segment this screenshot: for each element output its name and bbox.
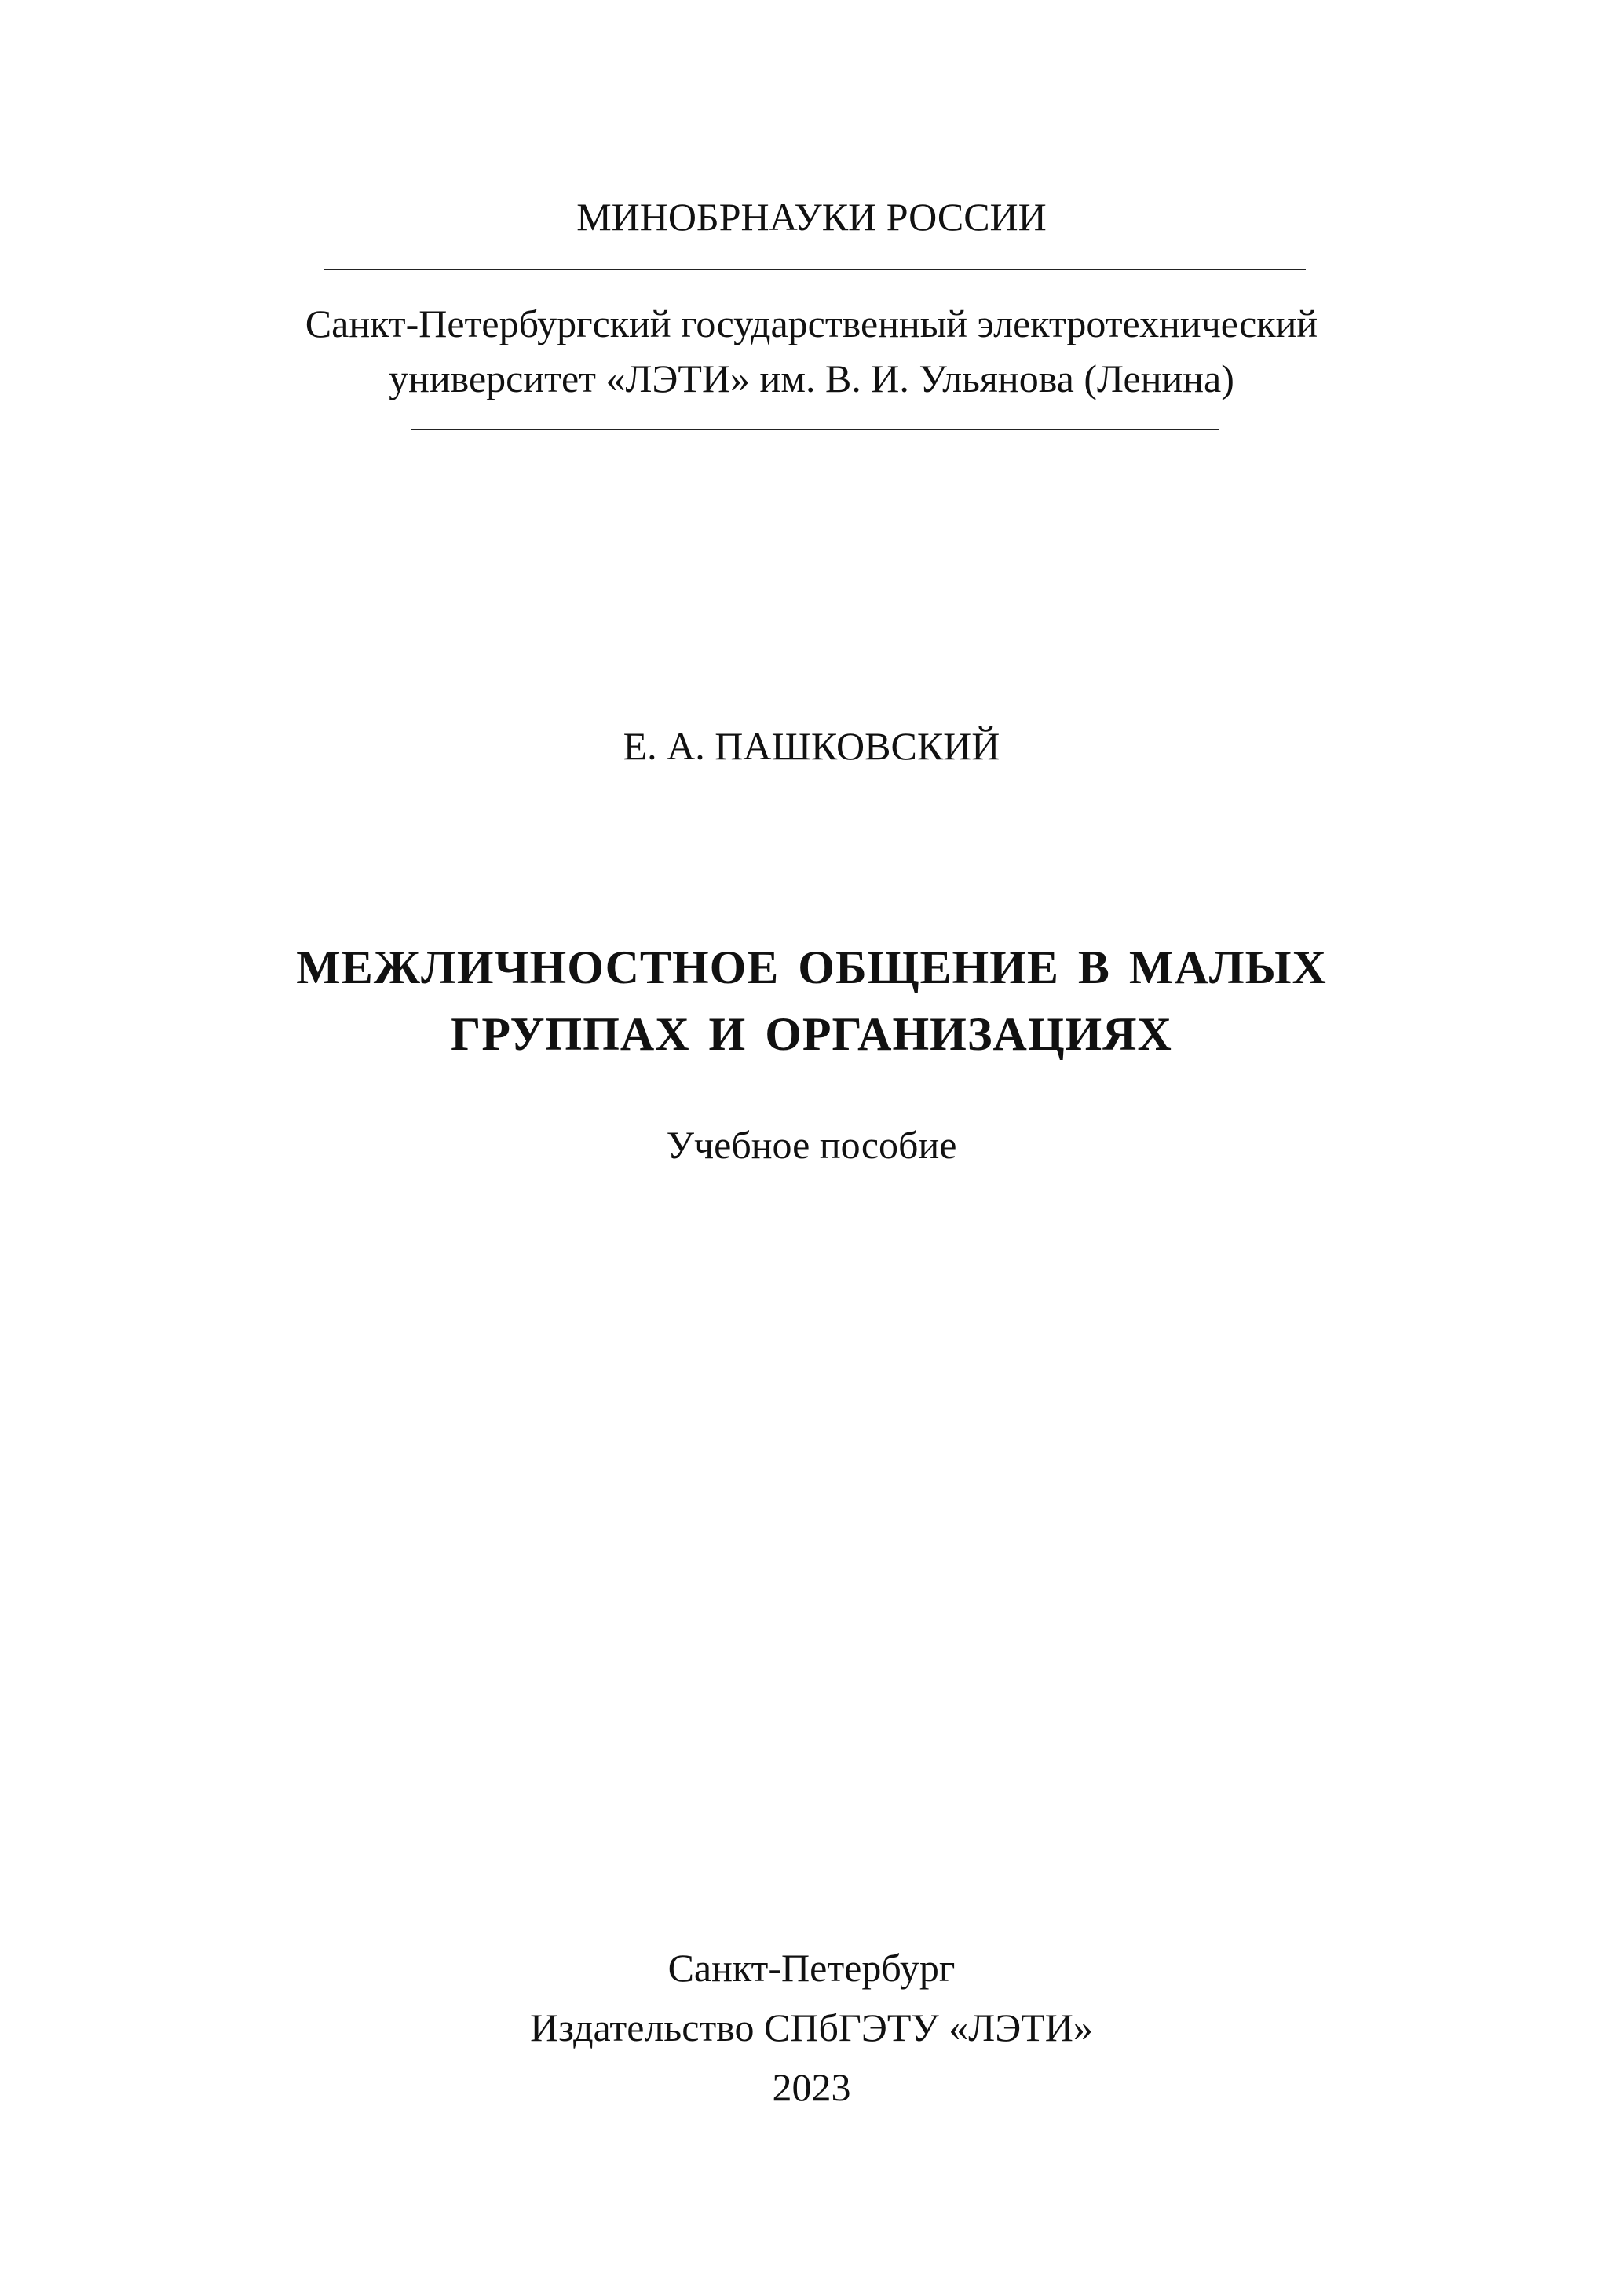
- ministry-header: МИНОБРНАУКИ РОССИИ: [576, 195, 1047, 239]
- book-subtitle: Учебное пособие: [666, 1123, 957, 1167]
- header-rule-top: [324, 269, 1306, 270]
- university-name-line2: университет «ЛЭТИ» им. В. И. Ульянова (Ленина): [389, 356, 1234, 400]
- header-rule-bottom: [411, 429, 1219, 430]
- author-name: Е. А. ПАШКОВСКИЙ: [623, 724, 1000, 768]
- imprint-year: 2023: [772, 2065, 851, 2109]
- book-title-line1: МЕЖЛИЧНОСТНОЕ ОБЩЕНИЕ В МАЛЫХ: [296, 941, 1327, 993]
- imprint-publisher: Издательство СПбГЭТУ «ЛЭТИ»: [530, 2005, 1093, 2049]
- imprint-city: Санкт-Петербург: [667, 1946, 956, 1990]
- university-name-line1: Санкт-Петербургский государственный электротехнический: [305, 302, 1318, 345]
- book-title-line2: ГРУППАХ И ОРГАНИЗАЦИЯХ: [451, 1008, 1172, 1060]
